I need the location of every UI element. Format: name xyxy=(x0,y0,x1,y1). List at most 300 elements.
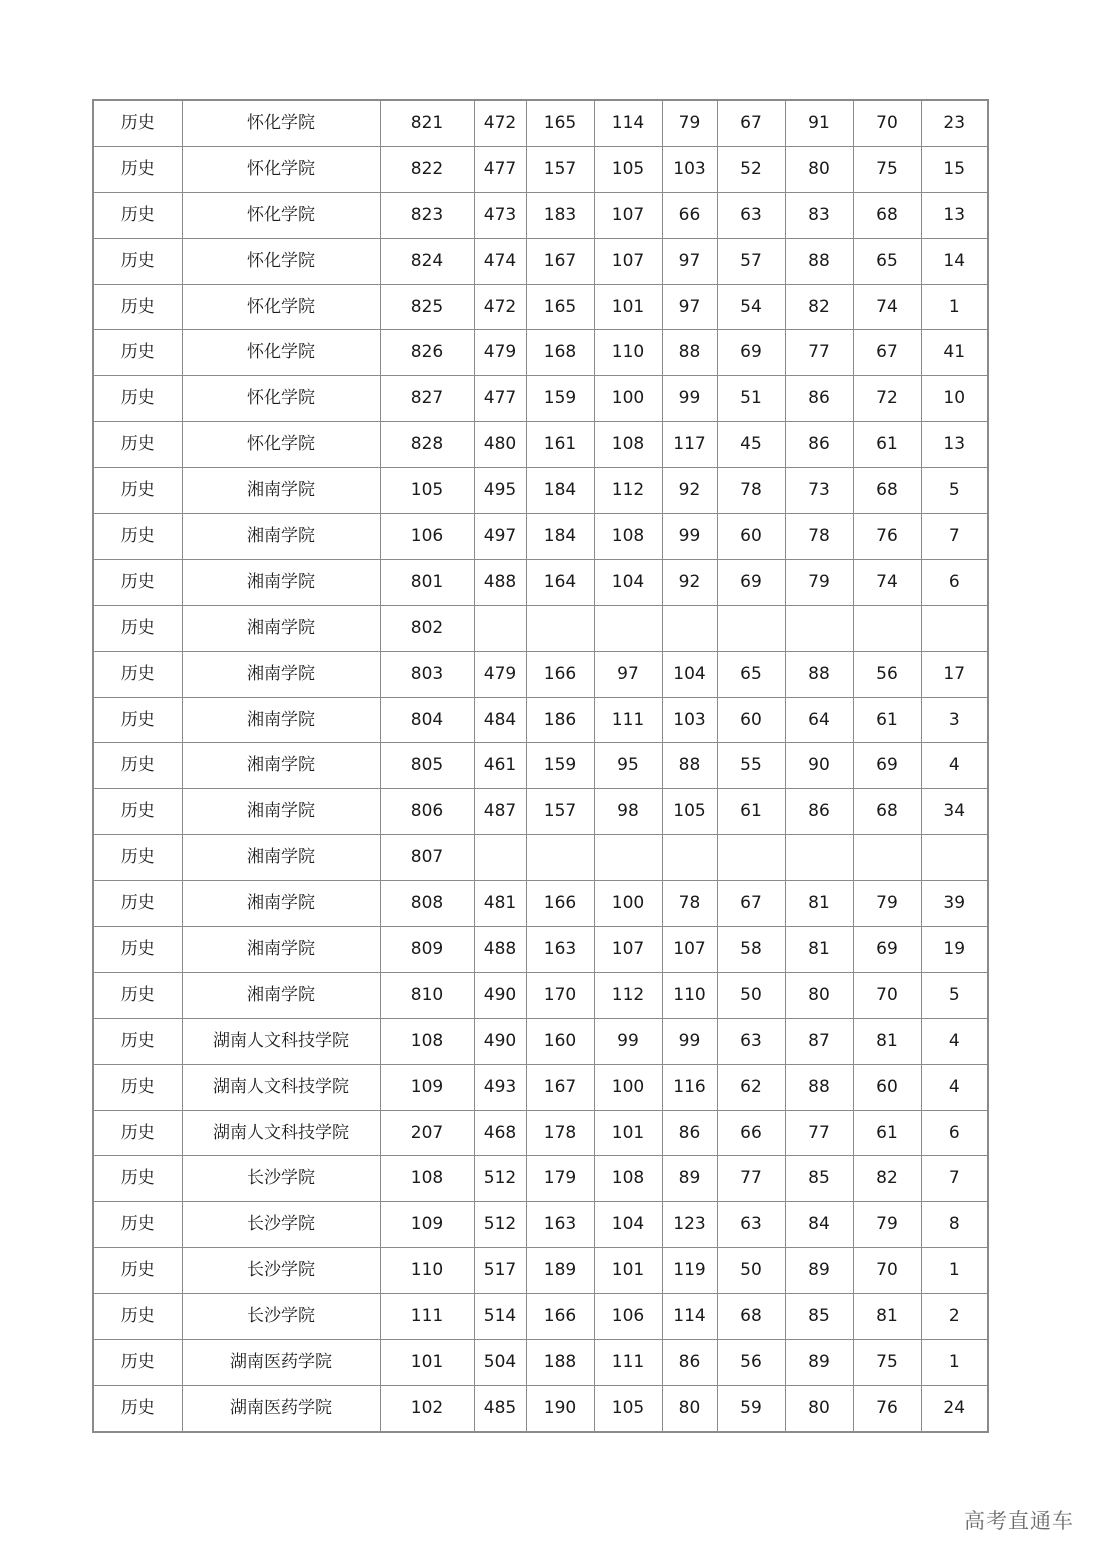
score-cell-1: 157 xyxy=(526,789,594,835)
score-cell-4: 65 xyxy=(717,651,785,697)
score-cell-6: 76 xyxy=(853,1385,921,1431)
subject-cell: 历史 xyxy=(93,972,182,1018)
subject-cell: 历史 xyxy=(93,330,182,376)
rank-cell: 7 xyxy=(921,1156,988,1202)
score-cell-5: 85 xyxy=(785,1294,853,1340)
table-row xyxy=(93,651,988,697)
college-cell: 怀化学院 xyxy=(182,100,380,146)
college-cell: 怀化学院 xyxy=(182,192,380,238)
score-cell-5: 88 xyxy=(785,1064,853,1110)
subject-cell: 历史 xyxy=(93,927,182,973)
table-row xyxy=(93,192,988,238)
score-cell-5: 78 xyxy=(785,514,853,560)
major-code-cell: 108 xyxy=(380,1156,474,1202)
table-row xyxy=(93,330,988,376)
score-cell-3: 99 xyxy=(662,1018,717,1064)
score-cell-1: 189 xyxy=(526,1248,594,1294)
score-cell-3: 103 xyxy=(662,146,717,192)
subject-cell: 历史 xyxy=(93,559,182,605)
score-cell-4: 66 xyxy=(717,1110,785,1156)
score-cell-6: 69 xyxy=(853,927,921,973)
rank-cell: 13 xyxy=(921,192,988,238)
score-cell-4 xyxy=(717,835,785,881)
table-row xyxy=(93,1018,988,1064)
college-cell: 湘南学院 xyxy=(182,651,380,697)
college-cell: 怀化学院 xyxy=(182,146,380,192)
total-score-cell: 495 xyxy=(474,468,526,514)
rank-cell: 3 xyxy=(921,697,988,743)
major-code-cell: 810 xyxy=(380,972,474,1018)
score-cell-5: 81 xyxy=(785,927,853,973)
subject-cell: 历史 xyxy=(93,1294,182,1340)
score-cell-2: 101 xyxy=(594,1248,662,1294)
table-row xyxy=(93,100,988,146)
major-code-cell: 101 xyxy=(380,1340,474,1386)
rank-cell: 10 xyxy=(921,376,988,422)
score-cell-1: 167 xyxy=(526,238,594,284)
total-score-cell: 504 xyxy=(474,1340,526,1386)
college-cell: 长沙学院 xyxy=(182,1248,380,1294)
score-cell-3: 114 xyxy=(662,1294,717,1340)
table-row xyxy=(93,605,988,651)
score-cell-2: 99 xyxy=(594,1018,662,1064)
score-cell-4: 60 xyxy=(717,697,785,743)
major-code-cell: 109 xyxy=(380,1202,474,1248)
score-cell-6 xyxy=(853,835,921,881)
rank-cell: 34 xyxy=(921,789,988,835)
subject-cell: 历史 xyxy=(93,100,182,146)
score-cell-1: 190 xyxy=(526,1385,594,1431)
total-score-cell: 514 xyxy=(474,1294,526,1340)
score-cell-5: 80 xyxy=(785,146,853,192)
subject-cell: 历史 xyxy=(93,1340,182,1386)
score-cell-4: 77 xyxy=(717,1156,785,1202)
score-cell-4: 58 xyxy=(717,927,785,973)
college-cell: 怀化学院 xyxy=(182,238,380,284)
subject-cell: 历史 xyxy=(93,1248,182,1294)
score-cell-6: 79 xyxy=(853,1202,921,1248)
college-cell: 湖南人文科技学院 xyxy=(182,1064,380,1110)
score-cell-4: 52 xyxy=(717,146,785,192)
subject-cell: 历史 xyxy=(93,146,182,192)
rank-cell: 15 xyxy=(921,146,988,192)
total-score-cell: 481 xyxy=(474,881,526,927)
score-cell-1: 159 xyxy=(526,743,594,789)
score-cell-3: 99 xyxy=(662,376,717,422)
score-cell-3: 86 xyxy=(662,1110,717,1156)
score-cell-1: 186 xyxy=(526,697,594,743)
score-cell-3: 116 xyxy=(662,1064,717,1110)
score-cell-4 xyxy=(717,605,785,651)
score-cell-4: 67 xyxy=(717,881,785,927)
score-cell-5: 88 xyxy=(785,238,853,284)
score-cell-3: 107 xyxy=(662,927,717,973)
college-cell: 湘南学院 xyxy=(182,743,380,789)
college-cell: 湘南学院 xyxy=(182,468,380,514)
major-code-cell: 801 xyxy=(380,559,474,605)
score-cell-2: 97 xyxy=(594,651,662,697)
rank-cell: 1 xyxy=(921,1340,988,1386)
table-row xyxy=(93,1340,988,1386)
subject-cell: 历史 xyxy=(93,284,182,330)
total-score-cell: 493 xyxy=(474,1064,526,1110)
college-cell: 湘南学院 xyxy=(182,789,380,835)
score-cell-6: 70 xyxy=(853,1248,921,1294)
score-cell-2: 104 xyxy=(594,559,662,605)
score-cell-1: 184 xyxy=(526,514,594,560)
score-cell-3: 79 xyxy=(662,100,717,146)
major-code-cell: 803 xyxy=(380,651,474,697)
total-score-cell: 517 xyxy=(474,1248,526,1294)
score-cell-3: 88 xyxy=(662,330,717,376)
subject-cell: 历史 xyxy=(93,192,182,238)
total-score-cell: 479 xyxy=(474,330,526,376)
major-code-cell: 802 xyxy=(380,605,474,651)
score-cell-6: 61 xyxy=(853,1110,921,1156)
college-cell: 湘南学院 xyxy=(182,697,380,743)
score-cell-3: 92 xyxy=(662,559,717,605)
table-row xyxy=(93,697,988,743)
total-score-cell: 474 xyxy=(474,238,526,284)
score-cell-2: 106 xyxy=(594,1294,662,1340)
major-code-cell: 111 xyxy=(380,1294,474,1340)
score-cell-6: 67 xyxy=(853,330,921,376)
total-score-cell: 485 xyxy=(474,1385,526,1431)
table-row xyxy=(93,1110,988,1156)
score-cell-1: 184 xyxy=(526,468,594,514)
score-cell-1: 164 xyxy=(526,559,594,605)
score-cell-1: 183 xyxy=(526,192,594,238)
score-cell-6: 61 xyxy=(853,422,921,468)
major-code-cell: 825 xyxy=(380,284,474,330)
subject-cell: 历史 xyxy=(93,1202,182,1248)
major-code-cell: 106 xyxy=(380,514,474,560)
table-body xyxy=(93,100,988,1432)
total-score-cell: 490 xyxy=(474,972,526,1018)
score-cell-2: 98 xyxy=(594,789,662,835)
score-cell-1: 166 xyxy=(526,1294,594,1340)
score-cell-2 xyxy=(594,835,662,881)
score-cell-1: 167 xyxy=(526,1064,594,1110)
score-cell-5: 77 xyxy=(785,1110,853,1156)
total-score-cell: 473 xyxy=(474,192,526,238)
major-code-cell: 823 xyxy=(380,192,474,238)
score-cell-4: 55 xyxy=(717,743,785,789)
score-cell-4: 59 xyxy=(717,1385,785,1431)
score-cell-6: 74 xyxy=(853,559,921,605)
subject-cell: 历史 xyxy=(93,697,182,743)
score-cell-1: 159 xyxy=(526,376,594,422)
total-score-cell: 488 xyxy=(474,927,526,973)
table-row xyxy=(93,376,988,422)
score-cell-2: 112 xyxy=(594,972,662,1018)
score-cell-6: 68 xyxy=(853,192,921,238)
subject-cell: 历史 xyxy=(93,422,182,468)
total-score-cell: 472 xyxy=(474,284,526,330)
total-score-cell: 484 xyxy=(474,697,526,743)
score-cell-3: 86 xyxy=(662,1340,717,1386)
table-row xyxy=(93,468,988,514)
subject-cell: 历史 xyxy=(93,514,182,560)
college-cell: 湘南学院 xyxy=(182,881,380,927)
score-cell-5: 86 xyxy=(785,789,853,835)
score-cell-5: 79 xyxy=(785,559,853,605)
rank-cell: 24 xyxy=(921,1385,988,1431)
score-cell-2: 107 xyxy=(594,927,662,973)
college-cell: 湖南人文科技学院 xyxy=(182,1018,380,1064)
score-cell-3: 92 xyxy=(662,468,717,514)
score-cell-5: 77 xyxy=(785,330,853,376)
subject-cell: 历史 xyxy=(93,1018,182,1064)
score-cell-5: 84 xyxy=(785,1202,853,1248)
score-cell-4: 45 xyxy=(717,422,785,468)
score-cell-6: 65 xyxy=(853,238,921,284)
score-cell-5: 89 xyxy=(785,1248,853,1294)
score-cell-4: 68 xyxy=(717,1294,785,1340)
score-cell-6 xyxy=(853,605,921,651)
college-cell: 怀化学院 xyxy=(182,284,380,330)
major-code-cell: 808 xyxy=(380,881,474,927)
score-cell-2: 101 xyxy=(594,1110,662,1156)
score-cell-6: 69 xyxy=(853,743,921,789)
rank-cell xyxy=(921,835,988,881)
score-cell-1: 163 xyxy=(526,927,594,973)
total-score-cell: 512 xyxy=(474,1156,526,1202)
table-row xyxy=(93,1385,988,1431)
score-cell-3: 110 xyxy=(662,972,717,1018)
rank-cell: 41 xyxy=(921,330,988,376)
score-cell-1: 165 xyxy=(526,100,594,146)
score-cell-6: 61 xyxy=(853,697,921,743)
total-score-cell: 512 xyxy=(474,1202,526,1248)
score-cell-5: 85 xyxy=(785,1156,853,1202)
score-cell-5: 88 xyxy=(785,651,853,697)
score-cell-2: 100 xyxy=(594,376,662,422)
score-cell-3: 117 xyxy=(662,422,717,468)
score-cell-6: 75 xyxy=(853,1340,921,1386)
subject-cell: 历史 xyxy=(93,1385,182,1431)
score-cell-2: 108 xyxy=(594,422,662,468)
score-cell-4: 54 xyxy=(717,284,785,330)
score-cell-1: 165 xyxy=(526,284,594,330)
major-code-cell: 109 xyxy=(380,1064,474,1110)
total-score-cell xyxy=(474,835,526,881)
college-cell: 怀化学院 xyxy=(182,330,380,376)
major-code-cell: 806 xyxy=(380,789,474,835)
score-cell-2: 101 xyxy=(594,284,662,330)
rank-cell: 8 xyxy=(921,1202,988,1248)
score-cell-1: 157 xyxy=(526,146,594,192)
score-cell-6: 81 xyxy=(853,1294,921,1340)
score-cell-5: 81 xyxy=(785,881,853,927)
score-cell-6: 74 xyxy=(853,284,921,330)
score-cell-6: 70 xyxy=(853,100,921,146)
score-cell-1 xyxy=(526,605,594,651)
table-row xyxy=(93,238,988,284)
major-code-cell: 807 xyxy=(380,835,474,881)
total-score-cell: 480 xyxy=(474,422,526,468)
subject-cell: 历史 xyxy=(93,468,182,514)
score-cell-4: 78 xyxy=(717,468,785,514)
table-row xyxy=(93,1294,988,1340)
score-cell-3: 119 xyxy=(662,1248,717,1294)
score-cell-4: 69 xyxy=(717,559,785,605)
score-cell-4: 63 xyxy=(717,192,785,238)
score-cell-1: 188 xyxy=(526,1340,594,1386)
rank-cell: 5 xyxy=(921,972,988,1018)
score-cell-5: 86 xyxy=(785,376,853,422)
score-cell-4: 63 xyxy=(717,1018,785,1064)
score-cell-3: 99 xyxy=(662,514,717,560)
score-cell-4: 63 xyxy=(717,1202,785,1248)
table-row xyxy=(93,1156,988,1202)
score-cell-3: 104 xyxy=(662,651,717,697)
total-score-cell: 472 xyxy=(474,100,526,146)
score-cell-1: 166 xyxy=(526,881,594,927)
table-row xyxy=(93,789,988,835)
score-cell-4: 57 xyxy=(717,238,785,284)
rank-cell: 23 xyxy=(921,100,988,146)
score-cell-3 xyxy=(662,605,717,651)
table-row xyxy=(93,284,988,330)
score-cell-5: 73 xyxy=(785,468,853,514)
table-row xyxy=(93,1202,988,1248)
score-cell-3: 103 xyxy=(662,697,717,743)
rank-cell: 5 xyxy=(921,468,988,514)
score-cell-5: 87 xyxy=(785,1018,853,1064)
subject-cell: 历史 xyxy=(93,605,182,651)
college-cell: 长沙学院 xyxy=(182,1202,380,1248)
score-cell-3: 80 xyxy=(662,1385,717,1431)
rank-cell: 2 xyxy=(921,1294,988,1340)
college-cell: 长沙学院 xyxy=(182,1156,380,1202)
score-cell-3: 123 xyxy=(662,1202,717,1248)
score-cell-2: 112 xyxy=(594,468,662,514)
score-cell-1: 163 xyxy=(526,1202,594,1248)
college-cell: 长沙学院 xyxy=(182,1294,380,1340)
score-cell-4: 50 xyxy=(717,1248,785,1294)
score-cell-2: 100 xyxy=(594,1064,662,1110)
subject-cell: 历史 xyxy=(93,1156,182,1202)
rank-cell: 4 xyxy=(921,1064,988,1110)
rank-cell: 14 xyxy=(921,238,988,284)
major-code-cell: 102 xyxy=(380,1385,474,1431)
rank-cell xyxy=(921,605,988,651)
table-row xyxy=(93,743,988,789)
college-cell: 湖南人文科技学院 xyxy=(182,1110,380,1156)
score-cell-4: 50 xyxy=(717,972,785,1018)
rank-cell: 19 xyxy=(921,927,988,973)
table-row xyxy=(93,514,988,560)
score-cell-6: 75 xyxy=(853,146,921,192)
score-cell-3: 97 xyxy=(662,238,717,284)
major-code-cell: 822 xyxy=(380,146,474,192)
major-code-cell: 821 xyxy=(380,100,474,146)
score-cell-5: 64 xyxy=(785,697,853,743)
score-cell-2: 107 xyxy=(594,192,662,238)
score-cell-3: 66 xyxy=(662,192,717,238)
table-row xyxy=(93,927,988,973)
score-cell-5 xyxy=(785,835,853,881)
score-cell-4: 67 xyxy=(717,100,785,146)
rank-cell: 1 xyxy=(921,1248,988,1294)
college-cell: 怀化学院 xyxy=(182,376,380,422)
college-cell: 湘南学院 xyxy=(182,927,380,973)
table-row xyxy=(93,559,988,605)
score-cell-2: 108 xyxy=(594,514,662,560)
rank-cell: 6 xyxy=(921,559,988,605)
score-cell-2: 107 xyxy=(594,238,662,284)
score-cell-5: 86 xyxy=(785,422,853,468)
total-score-cell: 497 xyxy=(474,514,526,560)
score-cell-4: 62 xyxy=(717,1064,785,1110)
score-cell-5: 90 xyxy=(785,743,853,789)
rank-cell: 6 xyxy=(921,1110,988,1156)
rank-cell: 4 xyxy=(921,1018,988,1064)
score-cell-5: 80 xyxy=(785,972,853,1018)
table-row xyxy=(93,146,988,192)
rank-cell: 17 xyxy=(921,651,988,697)
score-cell-6: 79 xyxy=(853,881,921,927)
subject-cell: 历史 xyxy=(93,376,182,422)
major-code-cell: 828 xyxy=(380,422,474,468)
rank-cell: 7 xyxy=(921,514,988,560)
total-score-cell: 487 xyxy=(474,789,526,835)
score-cell-2: 100 xyxy=(594,881,662,927)
score-cell-4: 69 xyxy=(717,330,785,376)
score-cell-1 xyxy=(526,835,594,881)
college-cell: 湘南学院 xyxy=(182,835,380,881)
score-cell-2: 111 xyxy=(594,1340,662,1386)
total-score-cell: 490 xyxy=(474,1018,526,1064)
score-cell-1: 178 xyxy=(526,1110,594,1156)
score-cell-6: 76 xyxy=(853,514,921,560)
subject-cell: 历史 xyxy=(93,881,182,927)
score-cell-1: 161 xyxy=(526,422,594,468)
total-score-cell: 468 xyxy=(474,1110,526,1156)
rank-cell: 13 xyxy=(921,422,988,468)
table-row xyxy=(93,835,988,881)
score-cell-5: 82 xyxy=(785,284,853,330)
score-cell-4: 60 xyxy=(717,514,785,560)
table-row xyxy=(93,1064,988,1110)
college-cell: 湘南学院 xyxy=(182,972,380,1018)
total-score-cell: 488 xyxy=(474,559,526,605)
score-cell-2: 104 xyxy=(594,1202,662,1248)
score-cell-1: 170 xyxy=(526,972,594,1018)
major-code-cell: 809 xyxy=(380,927,474,973)
score-cell-2: 105 xyxy=(594,146,662,192)
table-row xyxy=(93,972,988,1018)
score-cell-5: 80 xyxy=(785,1385,853,1431)
score-cell-1: 179 xyxy=(526,1156,594,1202)
total-score-cell: 477 xyxy=(474,376,526,422)
table-row xyxy=(93,1248,988,1294)
subject-cell: 历史 xyxy=(93,1064,182,1110)
major-code-cell: 804 xyxy=(380,697,474,743)
score-cell-2: 105 xyxy=(594,1385,662,1431)
score-cell-6: 81 xyxy=(853,1018,921,1064)
college-cell: 湘南学院 xyxy=(182,559,380,605)
rank-cell: 1 xyxy=(921,284,988,330)
score-cell-2 xyxy=(594,605,662,651)
score-cell-5: 91 xyxy=(785,100,853,146)
major-code-cell: 105 xyxy=(380,468,474,514)
score-cell-5: 83 xyxy=(785,192,853,238)
college-cell: 湖南医药学院 xyxy=(182,1385,380,1431)
total-score-cell: 461 xyxy=(474,743,526,789)
score-cell-1: 160 xyxy=(526,1018,594,1064)
